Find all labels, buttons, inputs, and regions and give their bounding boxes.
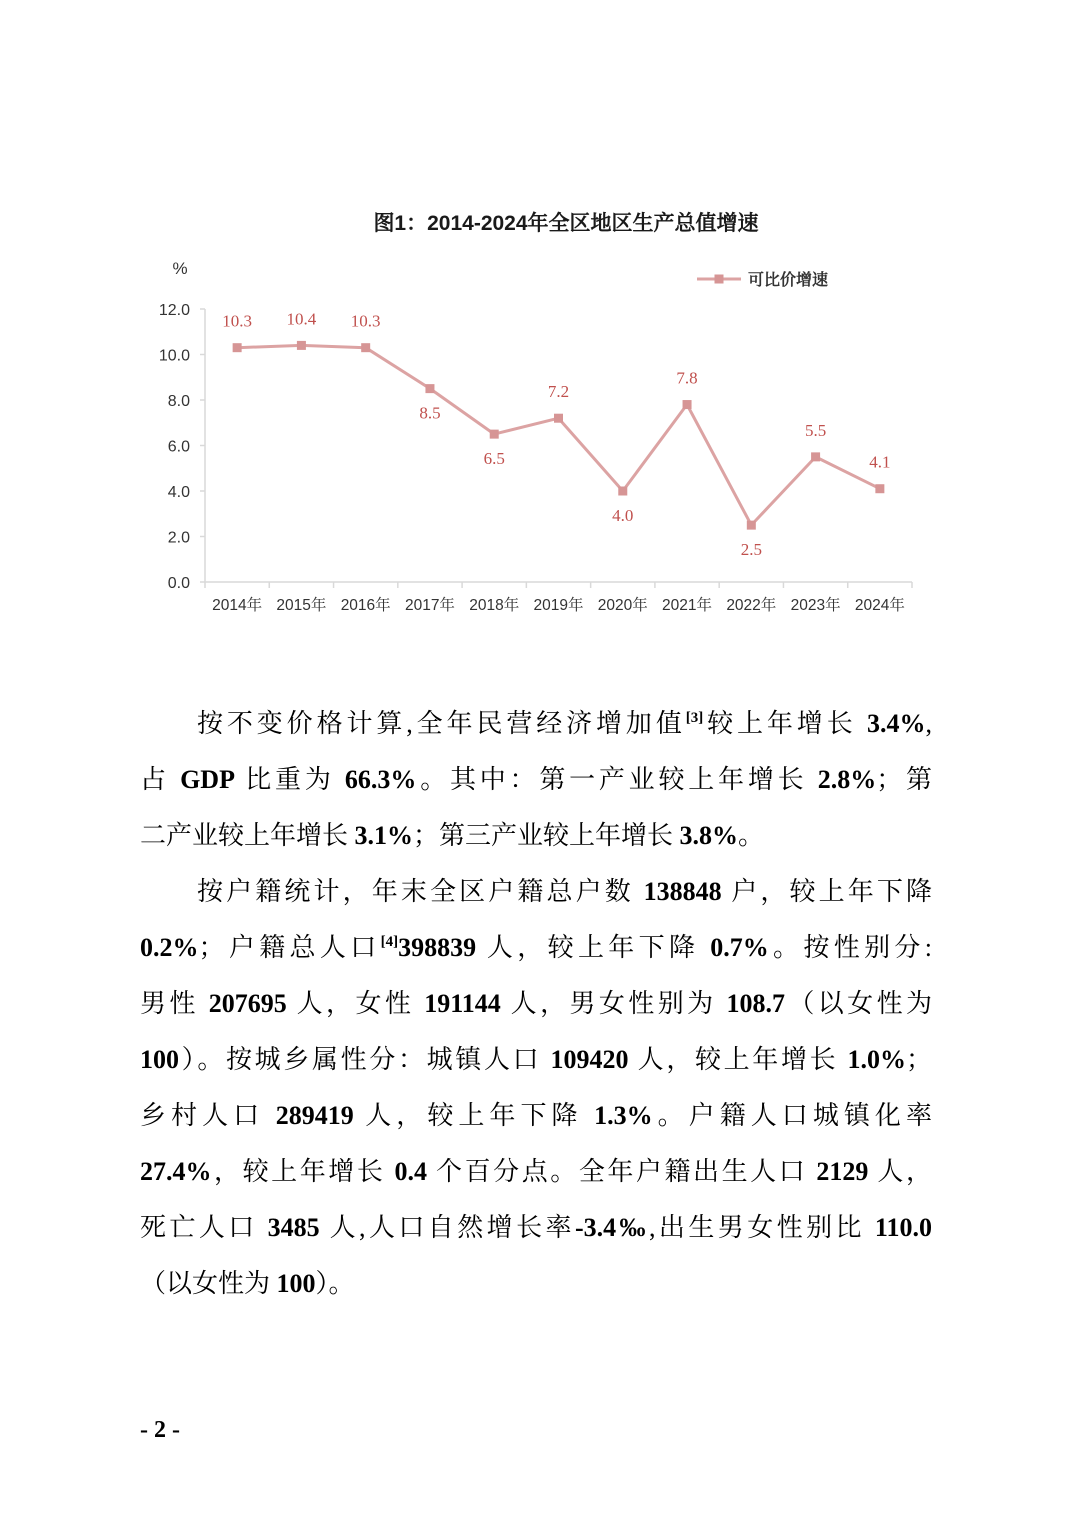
- text-line: [140, 752, 932, 808]
- y-tick-label: 2.0: [167, 529, 190, 547]
- data-point-marker: [297, 341, 306, 350]
- chart-title: 图1：2014-2024年全区地区生产总值增速: [373, 212, 759, 235]
- data-point-marker: [747, 521, 756, 530]
- x-tick-label: 2024年: [854, 597, 905, 614]
- data-label: 8.5: [419, 403, 441, 423]
- data-point-marker: [361, 343, 370, 352]
- text-run: ）。: [315, 1269, 355, 1298]
- data-label: 10.3: [350, 311, 381, 331]
- text-run: 人,人口自然增长率: [319, 1213, 575, 1242]
- bold-figure: 0.4: [394, 1157, 427, 1186]
- bold-figure: 100: [140, 1045, 179, 1074]
- data-label: 7.2: [547, 382, 570, 402]
- x-tick-label: 2023年: [790, 597, 841, 614]
- bold-figure: 2.8%: [817, 765, 877, 794]
- bold-figure: 207695: [208, 989, 287, 1018]
- y-tick-label: 12.0: [158, 302, 190, 319]
- text-run: 人，男女性别为: [500, 989, 727, 1018]
- text-run: 。: [738, 821, 765, 850]
- body-text: [140, 696, 932, 1312]
- text-line: [140, 976, 932, 1032]
- text-run: 人，女性: [286, 989, 425, 1018]
- bold-figure: 289419: [275, 1101, 354, 1130]
- bold-figure: 66.3%: [344, 765, 417, 794]
- text-run: 占: [140, 765, 181, 794]
- y-tick-label: 0.0: [167, 575, 190, 592]
- x-tick-label: 2021年: [662, 597, 713, 614]
- series-comparable-price-growth: [222, 309, 890, 559]
- data-point-marker: [554, 414, 563, 423]
- text-line: [140, 1256, 932, 1312]
- text-run: 死亡人口: [140, 1213, 268, 1242]
- bold-figure: 109420: [550, 1045, 629, 1074]
- text-run: ；: [905, 1045, 932, 1074]
- bold-figure: 27.4%: [140, 1157, 212, 1186]
- data-point-marker: [875, 484, 884, 493]
- text-run: ,出生男女性别比: [649, 1213, 875, 1242]
- y-tick-label: 8.0: [167, 393, 190, 410]
- text-line: [140, 1200, 932, 1256]
- bold-figure: 3485: [267, 1213, 320, 1242]
- text-run: 户，较上年下降: [721, 877, 932, 906]
- data-point-marker: [233, 343, 242, 352]
- x-tick-label: 2018年: [469, 597, 520, 614]
- text-run: 按不变价格计算,全年民营经济增加值: [197, 709, 686, 738]
- data-point-marker: [490, 430, 499, 439]
- text-line: [140, 1088, 932, 1144]
- y-tick-label: 4.0: [167, 484, 190, 501]
- text-run: 男性: [140, 989, 209, 1018]
- text-run: 二产业较上年增长: [140, 821, 355, 850]
- text-line: [140, 1032, 932, 1088]
- text-run: ,: [925, 709, 932, 738]
- text-run: ；第: [876, 765, 932, 794]
- page-number: - 2 -: [140, 1417, 180, 1443]
- bold-figure: 3.8%: [679, 821, 739, 850]
- gdp-growth-line-chart: [0, 0, 1074, 640]
- bold-figure: -3.4‰: [574, 1213, 649, 1242]
- x-tick-label: 2016年: [340, 597, 391, 614]
- series-line: [237, 345, 880, 525]
- text-line: [140, 864, 932, 920]
- bold-figure: 398839: [398, 933, 477, 962]
- text-line: [140, 920, 932, 976]
- text-run: 比重为: [234, 765, 345, 794]
- bold-figure: 110.0: [874, 1213, 932, 1242]
- data-label: 6.5: [483, 449, 505, 469]
- text-run: （以女性为: [140, 1269, 277, 1298]
- data-label: 4.1: [869, 452, 891, 472]
- text-run: 人，较上年增长: [628, 1045, 848, 1074]
- text-run: 人，较上年下降: [353, 1101, 595, 1130]
- legend-label: 可比价增速: [748, 272, 829, 289]
- y-axis-unit-label: %: [172, 259, 188, 278]
- x-tick-label: 2015年: [276, 597, 327, 614]
- data-label: 10.4: [286, 309, 317, 329]
- text-run: 人，较上年下降: [476, 933, 711, 962]
- text-line: [140, 1144, 932, 1200]
- text-line: [140, 696, 932, 752]
- text-run: 个百分点。全年户籍出生人口: [426, 1157, 817, 1186]
- data-label: 10.3: [222, 311, 253, 331]
- text-run: 按户籍统计，年末全区户籍总户数: [197, 877, 644, 906]
- text-run: 较上年增长: [703, 709, 867, 738]
- data-point-marker: [683, 400, 692, 409]
- text-run: 人，: [868, 1157, 932, 1186]
- footnote-marker: [4]: [380, 934, 399, 950]
- text-run: 。按性别分:: [768, 933, 932, 962]
- data-point-marker: [425, 384, 434, 393]
- paragraph: [140, 696, 932, 864]
- text-run: ，较上年增长: [211, 1157, 395, 1186]
- bold-figure: 2129: [816, 1157, 869, 1186]
- legend-marker-swatch: [715, 275, 724, 284]
- bold-figure: GDP: [180, 765, 235, 794]
- x-tick-label: 2022年: [726, 597, 777, 614]
- bold-figure: 108.7: [726, 989, 785, 1018]
- text-run: ）。按城乡属性分：城镇人口: [179, 1045, 551, 1074]
- legend: [697, 270, 828, 289]
- bold-figure: 138848: [643, 877, 722, 906]
- x-tick-label: 2019年: [533, 597, 584, 614]
- text-run: 。户籍人口城镇化率: [652, 1101, 932, 1130]
- bold-figure: 1.3%: [594, 1101, 653, 1130]
- y-tick-label: 6.0: [167, 438, 190, 456]
- bold-figure: 0.2%: [140, 933, 199, 962]
- text-run: 乡村人口: [140, 1101, 276, 1130]
- bold-figure: 1.0%: [847, 1045, 906, 1074]
- text-run: ；第三产业较上年增长: [413, 821, 680, 850]
- x-tick-label: 2014年: [212, 597, 263, 614]
- y-tick-label: 10.0: [158, 347, 190, 365]
- text-run: 。其中：第一产业较上年增长: [416, 765, 818, 794]
- data-label: 5.5: [804, 420, 827, 440]
- data-point-marker: [811, 452, 820, 461]
- bold-figure: 3.4%: [866, 709, 926, 738]
- text-line: [140, 808, 932, 864]
- bold-figure: 0.7%: [710, 933, 769, 962]
- bold-figure: 100: [276, 1269, 316, 1298]
- text-run: ；户籍总人口: [198, 933, 381, 962]
- data-label: 4.0: [612, 506, 634, 525]
- x-tick-label: 2017年: [404, 597, 455, 614]
- data-label: 7.8: [676, 368, 698, 388]
- chart-axes: [159, 302, 912, 614]
- x-tick-label: 2020年: [597, 597, 648, 614]
- footnote-marker: [3]: [685, 710, 704, 726]
- text-run: （以女性为: [784, 989, 932, 1018]
- data-point-marker: [618, 487, 627, 496]
- paragraph: [140, 864, 932, 1312]
- data-label: 2.5: [740, 540, 762, 560]
- bold-figure: 191144: [424, 989, 501, 1018]
- bold-figure: 3.1%: [354, 821, 414, 850]
